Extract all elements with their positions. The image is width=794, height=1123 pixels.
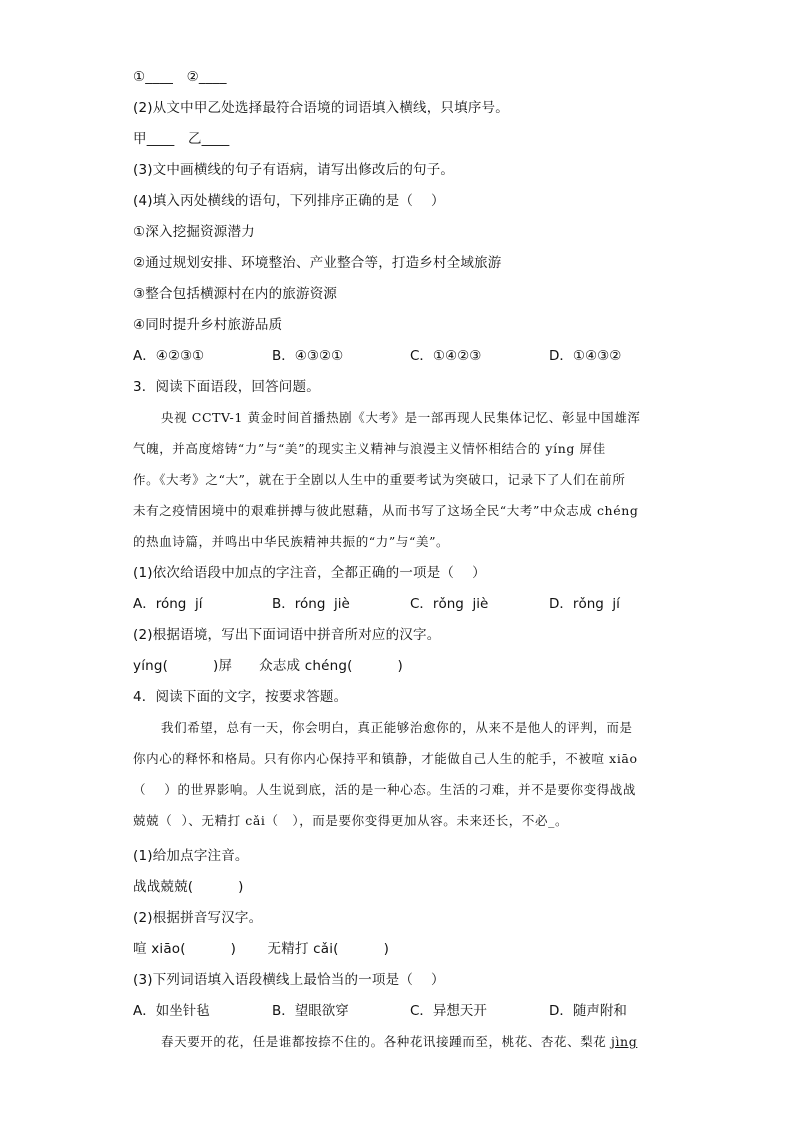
sentence-2: ②通过规划安排、环境整治、产业整合等，打造乡村全域旅游 bbox=[133, 255, 502, 271]
passage-4-line-4: 兢兢（ ）、无精打 cǎi（ ），而是要你变得更加从容。未来还长，不必_。 bbox=[133, 813, 569, 828]
option-a: A．如坐针毡 bbox=[133, 1003, 210, 1019]
option-b: B．望眼欲穿 bbox=[272, 1003, 349, 1019]
sentence-3: ③整合包括横源村在内的旅游资源 bbox=[133, 286, 338, 302]
passage-4-line-3: （ ）的世界影响。人生说到底，活的是一种心态。生活的刁难，并不是要你变得战战 bbox=[133, 782, 636, 797]
question-4-2: (2)根据拼音写汉字。 bbox=[133, 910, 263, 926]
passage-3-line-3: 作。《大考》之“大”，就在于全剧以人生中的重要考试为突破口，记录下了人们在前所 bbox=[133, 472, 626, 487]
answer-blanks-1: ①____ ②____ bbox=[133, 69, 227, 85]
question-3-heading: 3．阅读下面语段，回答问题。 bbox=[133, 379, 320, 395]
option-a: A．④②③① bbox=[133, 348, 205, 364]
sentence-4: ④同时提升乡村旅游品质 bbox=[133, 317, 283, 333]
passage-3-line-5: 的热血诗篇，并鸣出中华民族精神共振的“力”与“美”。 bbox=[133, 534, 450, 549]
question-3-2: (2)根据语境，写出下面词语中拼音所对应的汉字。 bbox=[133, 627, 441, 643]
answer-blanks-2: 甲____ 乙____ bbox=[133, 131, 230, 147]
question-3-1: (1)依次给语段中加点的字注音，全都正确的一项是（ ） bbox=[133, 565, 486, 581]
passage-3-line-4: 未有之疫情困境中的艰难拼搏与彼此慰藉，从而书写了这场全民“大考”中众志成 chéng bbox=[133, 503, 639, 518]
passage-4-line-1: 我们希望，总有一天，你会明白，真正能够治愈你的，从来不是他人的评判，而是 bbox=[161, 720, 633, 735]
option-d: D．①④③② bbox=[549, 348, 622, 364]
option-c: C．rǒng jiè bbox=[410, 596, 489, 612]
answer-blanks-4: 战战兢兢( ) bbox=[133, 879, 244, 895]
option-d: D．随声附和 bbox=[549, 1003, 627, 1019]
option-c: C．异想天开 bbox=[410, 1003, 487, 1019]
passage-3-line-1: 央视 CCTV-1 黄金时间首播热剧《大考》是一部再现人民集体记忆、彰显中国雄浑 bbox=[161, 410, 641, 425]
answer-blanks-3: yíng( )屏 众志成 chéng( ) bbox=[133, 658, 404, 674]
option-b: B．róng jiè bbox=[272, 596, 350, 612]
question-4-heading: 4．阅读下面的文字，按要求答题。 bbox=[133, 689, 348, 705]
question-2-2: (2)从文中甲乙处选择最符合语境的词语填入横线，只填序号。 bbox=[133, 100, 509, 116]
question-2-3: (3)文中画横线的句子有语病，请写出修改后的句子。 bbox=[133, 162, 455, 178]
answer-blanks-5: 喧 xiāo( ) 无精打 cǎi( ) bbox=[133, 941, 390, 957]
sentence-1: ①深入挖掘资源潜力 bbox=[133, 224, 255, 240]
question-4-3: (3)下列词语填入语段横线上最恰当的一项是（ ） bbox=[133, 972, 445, 988]
underlined-pinyin: jìng bbox=[610, 1034, 638, 1049]
passage-5-text: 春天要开的花，任是谁都按捺不住的。各种花讯接踵而至，桃花、杏花、梨花 bbox=[161, 1034, 611, 1049]
passage-3-line-2: 气魄，并高度熔铸“力”与“美”的现实主义精神与浪漫主义情怀相结合的 yíng 屏佳 bbox=[133, 441, 606, 456]
question-2-4: (4)填入丙处横线的语句，下列排序正确的是（ ） bbox=[133, 193, 445, 209]
option-d: D．rǒng jí bbox=[549, 596, 620, 612]
option-a: A．róng jí bbox=[133, 596, 203, 612]
question-4-1: (1)给加点字注音。 bbox=[133, 848, 249, 864]
passage-5-line-1 bbox=[161, 1032, 637, 1052]
passage-4-line-2: 你内心的释怀和格局。只有你内心保持平和镇静，才能做自己人生的舵手，不被喧 xiāo bbox=[133, 751, 638, 766]
option-b: B．④③②① bbox=[272, 348, 344, 364]
option-c: C．①④②③ bbox=[410, 348, 482, 364]
